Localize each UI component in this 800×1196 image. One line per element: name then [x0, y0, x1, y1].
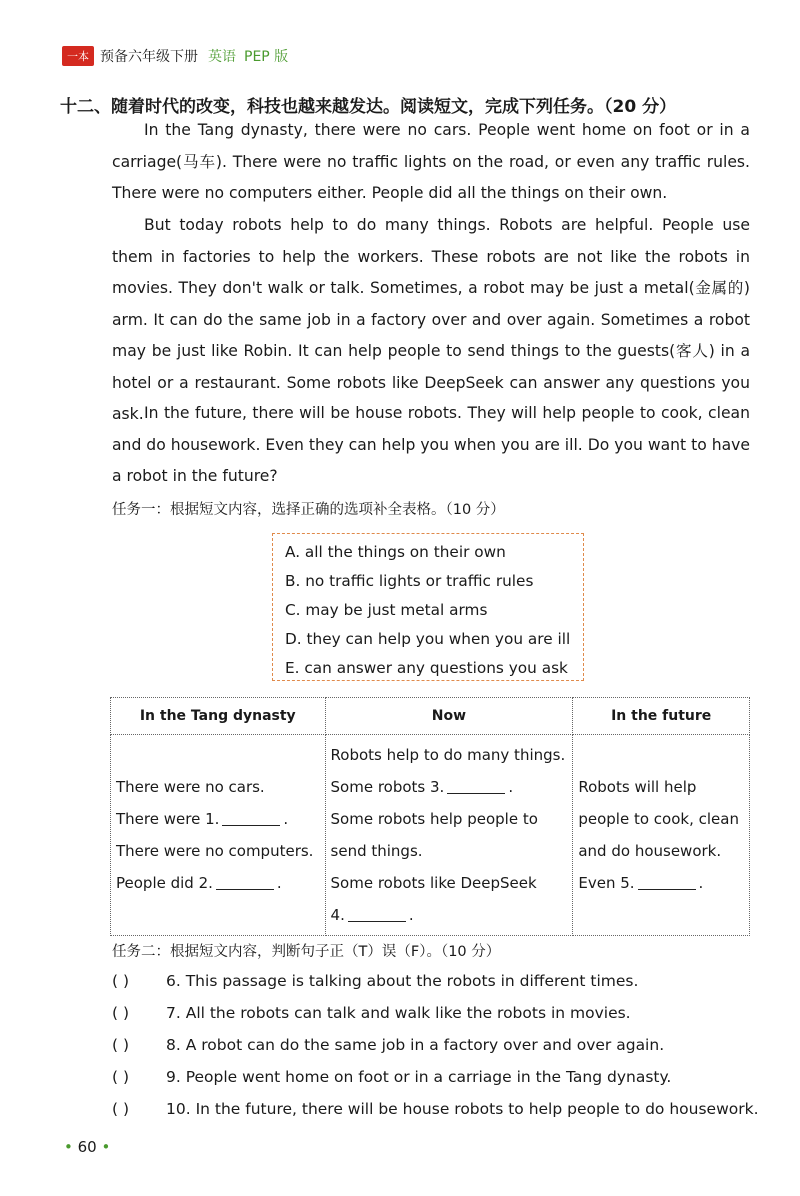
tf-item-9	[112, 1068, 671, 1086]
passage-paragraph-1: In the Tang dynasty, there were no cars. People went home on foot or in a carriage(马车). There were no traffic lights on the road, or even any traffic rules. There were no computers either. People did all the things on their own.	[112, 121, 750, 202]
tang-line-4: People did 2.	[116, 874, 213, 892]
tang-line-3: There were no computers.	[116, 842, 314, 860]
tf-item-8	[112, 1036, 664, 1054]
tf-statement-8: 8. A robot can do the same job in a factory over and over again.	[166, 1036, 665, 1054]
option-b: B. no traffic lights or traffic rules	[285, 572, 534, 590]
tf-item-6	[112, 972, 638, 990]
tf-statement-10: 10. In the future, there will be house robots to help people to do housework.	[166, 1100, 759, 1118]
header-now: Now	[325, 698, 573, 735]
publisher-logo: 一本	[62, 46, 94, 66]
tf-statement-6: 6. This passage is talking about the robots in different times.	[166, 972, 639, 990]
option-c: C. may be just metal arms	[285, 601, 488, 619]
answer-paren-7[interactable]: ( )	[112, 1004, 130, 1022]
now-line-6: 4.	[330, 906, 345, 924]
now-line-2: Some robots 3.	[330, 778, 445, 796]
task2-title: 任务二：根据短文内容，判断句子正（T）误（F）。（10 分）	[112, 944, 501, 960]
answer-paren-10[interactable]: ( )	[112, 1100, 130, 1118]
answer-blank-2[interactable]	[216, 871, 274, 890]
bullet-dot-icon: •	[64, 1138, 73, 1156]
answer-blank-5[interactable]	[638, 871, 696, 890]
edition-label: PEP 版	[244, 49, 289, 65]
answer-blank-1[interactable]	[222, 807, 280, 826]
now-line-3: Some robots help people to	[330, 810, 538, 828]
future-line-1: Robots will help	[578, 778, 697, 796]
tang-cell: There were no cars. There were 1. . There were no computers. People did 2. .	[111, 735, 326, 936]
header-future: In the future	[573, 698, 750, 735]
option-d: D. they can help you when you are ill	[285, 630, 571, 648]
tf-item-7	[112, 1004, 631, 1022]
tang-line-1: There were no cars.	[116, 778, 265, 796]
future-cell: Robots will help people to cook, clean and do housework. Even 5. .	[573, 735, 750, 936]
answer-paren-6[interactable]: ( )	[112, 972, 130, 990]
tf-statement-7: 7. All the robots can talk and walk like the robots in movies.	[166, 1004, 631, 1022]
options-box	[272, 533, 584, 681]
comparison-table	[110, 697, 750, 936]
passage-paragraph-2: But today robots help to do many things. Robots are helpful. People use them in factories to help the workers. These robots are not like the robots in movies. They don't walk or talk. Sometimes, a robot may be just a metal(金属的) arm. It can do the same job in a factory over and over again. Sometimes a robot may be just like Robin. It can help people to send things to the guests(客人) in a hotel or a restaurant. Some robots like DeepSeek can answer any questions you ask.	[112, 216, 750, 423]
now-cell: Robots help to do many things. Some robots 3. . Some robots help people to send things. Some robots like DeepSeek 4. .	[325, 735, 573, 936]
subject-label: 英语	[208, 49, 236, 65]
book-title: 预备六年级下册	[100, 49, 198, 65]
answer-blank-3[interactable]	[447, 775, 505, 794]
future-line-3: and do housework.	[578, 842, 722, 860]
future-line-2: people to cook, clean	[578, 810, 739, 828]
task1-title: 任务一：根据短文内容，选择正确的选项补全表格。（10 分）	[112, 502, 505, 518]
answer-blank-4[interactable]	[348, 903, 406, 922]
tang-line-2: There were 1.	[116, 810, 220, 828]
header-tang: In the Tang dynasty	[111, 698, 326, 735]
section-title: 十二、随着时代的改变，科技也越来越发达。阅读短文，完成下列任务。（20 分）	[60, 97, 677, 117]
now-line-5: Some robots like DeepSeek	[330, 874, 537, 892]
page-number: • 60 •	[64, 1138, 111, 1156]
tf-statement-9: 9. People went home on foot or in a carriage in the Tang dynasty.	[166, 1068, 672, 1086]
now-line-1: Robots help to do many things.	[330, 746, 566, 764]
answer-paren-9[interactable]: ( )	[112, 1068, 130, 1086]
bullet-dot-icon: •	[101, 1138, 111, 1156]
option-e: E. can answer any questions you ask	[285, 659, 568, 677]
future-line-4: Even 5.	[578, 874, 635, 892]
page-header	[62, 44, 296, 68]
now-line-4: send things.	[330, 842, 423, 860]
option-a: A. all the things on their own	[285, 543, 506, 561]
answer-paren-8[interactable]: ( )	[112, 1036, 130, 1054]
tf-item-10	[112, 1100, 759, 1118]
passage-paragraph-3: In the future, there will be house robots. They will help people to cook, clean and do housework. Even they can help you when you are ill. Do you want to have a robot in the future?	[112, 404, 750, 485]
